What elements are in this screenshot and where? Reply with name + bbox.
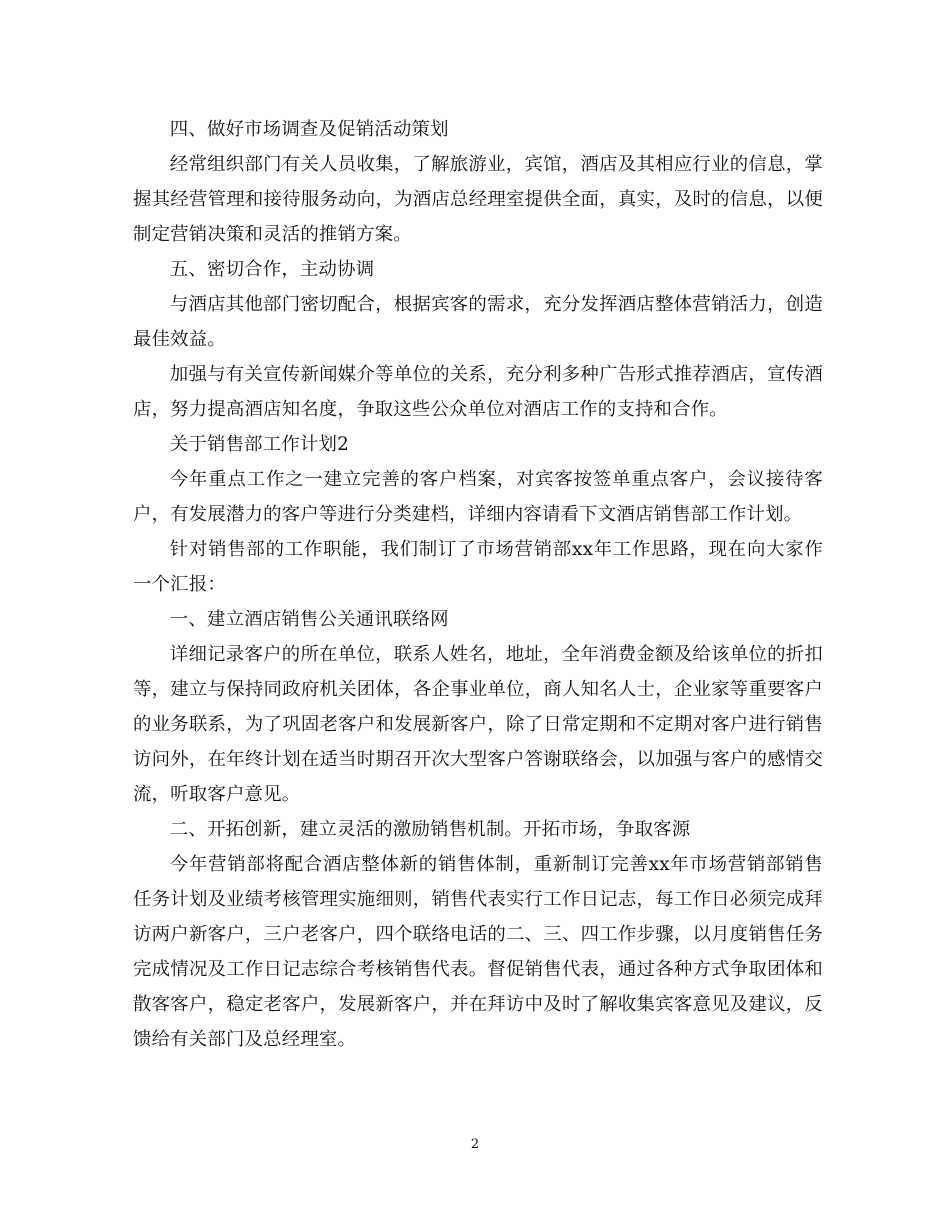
- paragraph-market-research: 经常组织部门有关人员收集，了解旅游业，宾馆，酒店及其相应行业的信息，掌握其经营管理和接待服务动向，为酒店总经理室提供全面，真实，及时的信息，以便制定营销决策和灵活的推销方案。: [133, 154, 823, 245]
- paragraph-customer-files: 今年重点工作之一建立完善的客户档案，对宾客按签单重点客户，会议接待客户，有发展潜力的客户等进行分类建档，详细内容请看下文酒店销售部工作计划。: [133, 469, 823, 525]
- paragraph-media-relations: 加强与有关宣传新闻媒介等单位的关系，充分利多种广告形式推荐酒店，宣传酒店，努力提高酒店知名度，争取这些公众单位对酒店工作的支持和合作。: [133, 364, 823, 420]
- document-subtitle: 关于销售部工作计划2: [169, 434, 350, 455]
- section-heading-5: 五、密切合作，主动协调: [169, 259, 375, 280]
- page-number: 2: [470, 1137, 480, 1152]
- document-body: [133, 112, 823, 1057]
- paragraph-work-plan-intro: 针对销售部的工作职能，我们制订了市场营销部xx年工作思路，现在向大家作一个汇报：: [133, 539, 823, 595]
- section-heading-2: 二、开拓创新，建立灵活的激励销售机制。开拓市场，争取客源: [169, 819, 691, 840]
- paragraph-cooperation: 与酒店其他部门密切配合，根据宾客的需求，充分发挥酒店整体营销活力，创造最佳效益。: [133, 294, 823, 350]
- paragraph-contact-network: 详细记录客户的所在单位，联系人姓名，地址，全年消费金额及给该单位的折扣等，建立与保持同政府机关团体，各企事业单位，商人知名人士，企业家等重要客户的业务联系，为了巩固老客户和发展新客户，除了日常定期和不定期对客户进行销售访问外，在年终计划在适当时期召开次大型客户答谢联络会，以加强与客户的感情交流，听取客户意见。: [133, 644, 823, 805]
- paragraph-incentive-mechanism: 今年营销部将配合酒店整体新的销售体制，重新制订完善xx年市场营销部销售任务计划及业绩考核管理实施细则，销售代表实行工作日记志，每工作日必须完成拜访两户新客户，三户老客户，四个联络电话的二、三、四工作步骤，以月度销售任务完成情况及工作日记志综合考核销售代表。督促销售代表，通过各种方式争取团体和散客客户，稳定老客户，发展新客户，并在拜访中及时了解收集宾客意见及建议，反馈给有关部门及总经理室。: [133, 854, 823, 1050]
- section-heading-4: 四、做好市场调查及促销活动策划: [169, 119, 449, 140]
- section-heading-1: 一、建立酒店销售公关通讯联络网: [169, 609, 449, 630]
